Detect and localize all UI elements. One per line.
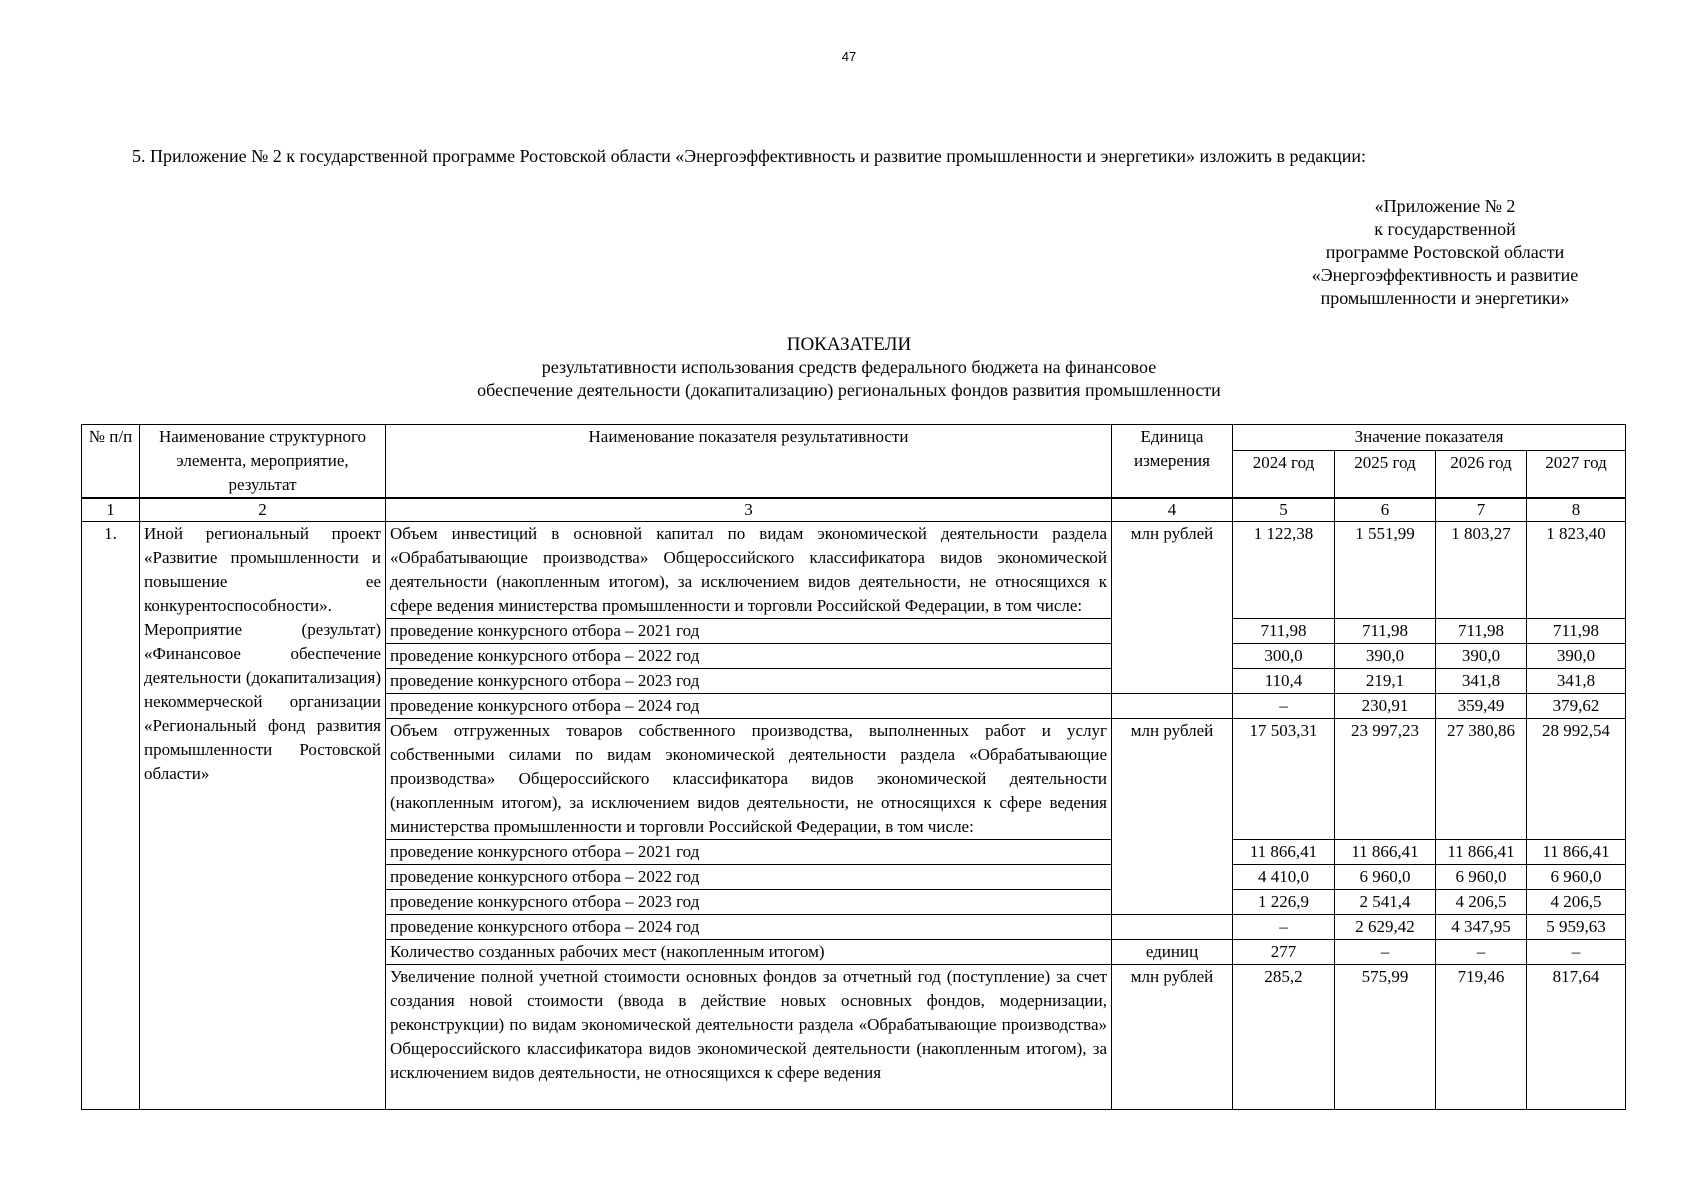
value-cell: 4 347,95 [1436, 915, 1527, 940]
column-numbers-row [82, 498, 1626, 522]
value-cell: 4 206,5 [1436, 890, 1527, 915]
value-cell: 4 410,0 [1233, 865, 1335, 890]
indicator-name: проведение конкурсного отбора – 2024 год [386, 694, 1112, 719]
value-cell: 711,98 [1233, 619, 1335, 644]
value-cell: 390,0 [1436, 644, 1527, 669]
header-value: Значение показателя [1233, 425, 1626, 451]
indicator-name-text: Увеличение полной учетной стоимости основных фондов за отчетный год (поступление) за счет создания новой стоимости (ввода в действие новых основных фондов, модернизации, реконструкции) по видам экономической деятельности раздела «Обрабатывающие производства» Общероссийского классификатора видов экономической деятельности (накопленным итогом), за исключением видов деятельности, не относящихся к сфере ведения [390, 967, 1107, 1082]
value-cell: 2 629,42 [1335, 915, 1436, 940]
value-cell: 379,62 [1527, 694, 1626, 719]
value-cell: 277 [1233, 940, 1335, 965]
value-cell: 11 866,41 [1436, 840, 1527, 865]
unit-cell: млн рублей [1112, 965, 1233, 1110]
indicator-name [386, 965, 1112, 1110]
column-number: 5 [1233, 498, 1335, 522]
appendix-line: промышленности и энергетики» [1320, 288, 1570, 308]
unit-cell: млн рублей [1112, 522, 1233, 694]
value-cell: 390,0 [1527, 644, 1626, 669]
value-cell: 575,99 [1335, 965, 1436, 1110]
unit-cell-empty [1112, 915, 1233, 940]
column-number: 4 [1112, 498, 1233, 522]
value-cell: 11 866,41 [1335, 840, 1436, 865]
appendix-line: «Энергоэффективность и развитие [1311, 265, 1579, 285]
column-number: 7 [1436, 498, 1527, 522]
column-number: 3 [386, 498, 1112, 522]
value-cell: 6 960,0 [1436, 865, 1527, 890]
indicator-name: Количество созданных рабочих мест (накопленным итогом) [386, 940, 1112, 965]
indicator-name: проведение конкурсного отбора – 2023 год [386, 890, 1112, 915]
indicator-name: проведение конкурсного отбора – 2024 год [386, 915, 1112, 940]
value-cell: 711,98 [1335, 619, 1436, 644]
value-cell: 359,49 [1436, 694, 1527, 719]
page-number: 47 [841, 49, 857, 64]
indicator-name: проведение конкурсного отбора – 2022 год [386, 865, 1112, 890]
value-cell: 711,98 [1436, 619, 1527, 644]
value-cell: 817,64 [1527, 965, 1626, 1110]
value-cell: 4 206,5 [1527, 890, 1626, 915]
column-number: 1 [82, 498, 140, 522]
value-cell: 1 803,27 [1436, 522, 1527, 619]
value-cell: 6 960,0 [1527, 865, 1626, 890]
heading-line: результативности использования средств федерального бюджета на финансовое [541, 357, 1157, 377]
column-number: 8 [1527, 498, 1626, 522]
value-cell: – [1233, 694, 1335, 719]
column-number: 2 [140, 498, 386, 522]
unit-cell-empty [1112, 694, 1233, 719]
indicator-name: проведение конкурсного отбора – 2021 год [386, 619, 1112, 644]
value-cell: – [1335, 940, 1436, 965]
header-indicator: Наименование показателя результативности [386, 425, 1112, 499]
value-cell: 5 959,63 [1527, 915, 1626, 940]
value-cell: – [1527, 940, 1626, 965]
structural-element-text: Иной региональный проект «Развитие промышленности и повышение ее конкурентоспособности». Мероприятие (результат) «Финансовое обеспечение деятельности (докапитализация) некоммерческой организации «Региональный фонд развития промышленности Ростовской области» [140, 522, 386, 1110]
header-year: 2026 год [1436, 451, 1527, 499]
header-num: № п/п [82, 425, 140, 499]
appendix-line: к государственной [1374, 219, 1516, 239]
indicator-name: проведение конкурсного отбора – 2021 год [386, 840, 1112, 865]
header-unit: Единица измерения [1112, 425, 1233, 499]
value-cell: 719,46 [1436, 965, 1527, 1110]
appendix-line: «Приложение № 2 [1374, 196, 1516, 216]
indicators-table [81, 424, 1626, 1110]
value-cell: 110,4 [1233, 669, 1335, 694]
unit-cell: единиц [1112, 940, 1233, 965]
indicator-name: проведение конкурсного отбора – 2023 год [386, 669, 1112, 694]
row-number: 1. [82, 522, 140, 1110]
appendix-line: программе Ростовской области [1325, 242, 1565, 262]
table-row [82, 522, 1626, 619]
appendix-reference [1240, 195, 1650, 310]
column-number: 6 [1335, 498, 1436, 522]
header-year: 2024 год [1233, 451, 1335, 499]
value-cell: – [1436, 940, 1527, 965]
value-cell: 711,98 [1527, 619, 1626, 644]
header-year: 2025 год [1335, 451, 1436, 499]
value-cell: 28 992,54 [1527, 719, 1626, 840]
value-cell: 1 122,38 [1233, 522, 1335, 619]
value-cell: 300,0 [1233, 644, 1335, 669]
value-cell: 6 960,0 [1335, 865, 1436, 890]
value-cell: 341,8 [1436, 669, 1527, 694]
value-cell: 1 823,40 [1527, 522, 1626, 619]
intro-paragraph: 5. Приложение № 2 к государственной программе Ростовской области «Энергоэффективность и развитие промышленности и энергетики» изложить в редакции: [132, 146, 1366, 166]
indicator-name: Объем отгруженных товаров собственного производства, выполненных работ и услуг собственными силами по видам экономической деятельности раздела «Обрабатывающие производства» Общероссийского классификатора видов экономической деятельности (накопленным итогом), за исключением видов деятельности, не относящихся к сфере ведения министерства промышленности и торговли Российской Федерации, в том числе: [386, 719, 1112, 840]
value-cell: 285,2 [1233, 965, 1335, 1110]
unit-cell: млн рублей [1112, 719, 1233, 915]
heading-title: ПОКАЗАТЕЛИ [786, 334, 912, 355]
header-row [82, 425, 1626, 451]
value-cell: 23 997,23 [1335, 719, 1436, 840]
value-cell: 27 380,86 [1436, 719, 1527, 840]
header-year: 2027 год [1527, 451, 1626, 499]
indicator-name: Объем инвестиций в основной капитал по видам экономической деятельности раздела «Обрабатывающие производства» Общероссийского классификатора видов экономической деятельности (накопленным итогом), за исключением видов деятельности, не относящихся к сфере ведения министерства промышленности и торговли Российской Федерации, в том числе: [386, 522, 1112, 619]
value-cell: – [1233, 915, 1335, 940]
value-cell: 17 503,31 [1233, 719, 1335, 840]
value-cell: 11 866,41 [1233, 840, 1335, 865]
heading-line: обеспечение деятельности (докапитализацию) региональных фондов развития промышленности [477, 380, 1221, 400]
header-struct: Наименование структурного элемента, мероприятие, результат [140, 425, 386, 499]
table-heading [0, 333, 1698, 402]
value-cell: 1 551,99 [1335, 522, 1436, 619]
value-cell: 219,1 [1335, 669, 1436, 694]
value-cell: 230,91 [1335, 694, 1436, 719]
value-cell: 11 866,41 [1527, 840, 1626, 865]
value-cell: 1 226,9 [1233, 890, 1335, 915]
value-cell: 390,0 [1335, 644, 1436, 669]
indicator-name: проведение конкурсного отбора – 2022 год [386, 644, 1112, 669]
value-cell: 341,8 [1527, 669, 1626, 694]
value-cell: 2 541,4 [1335, 890, 1436, 915]
